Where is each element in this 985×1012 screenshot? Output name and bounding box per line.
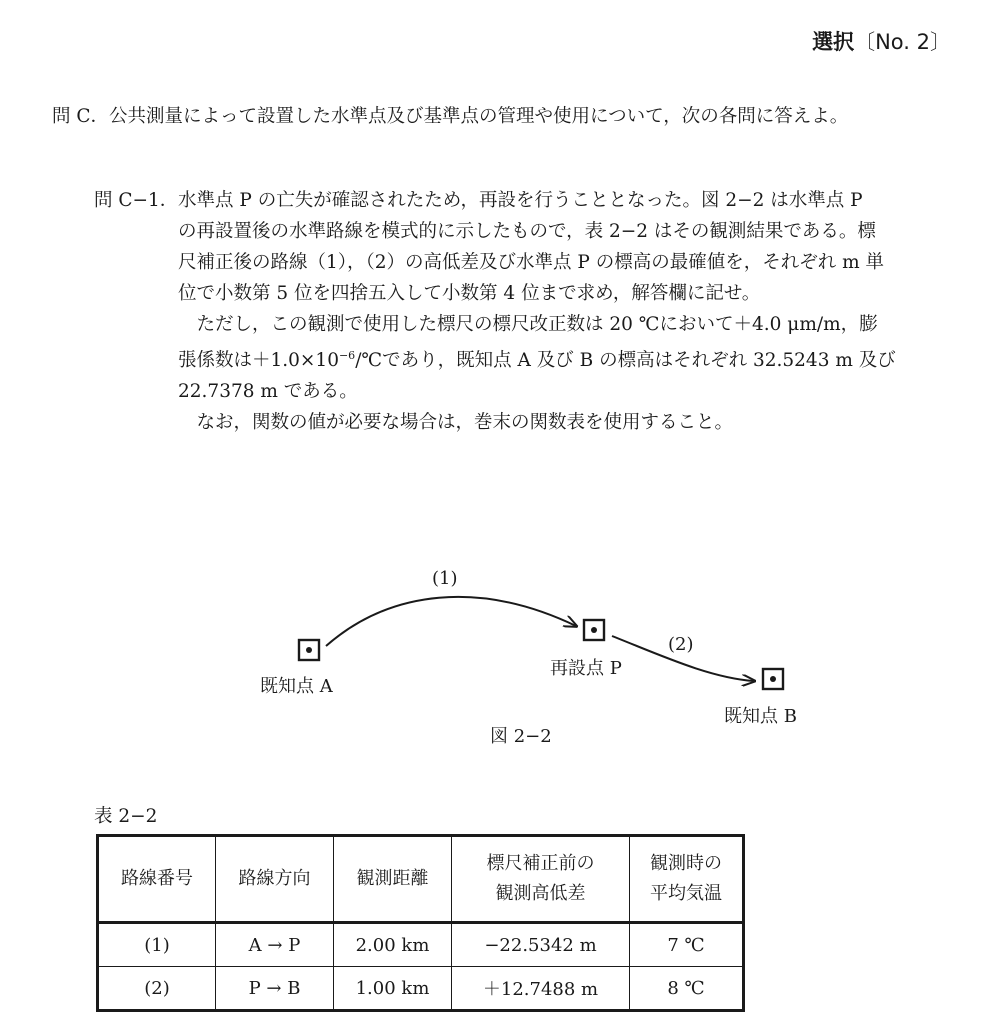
header-temperature-line1: 観測時の: [650, 853, 722, 874]
route-diagram: [240, 560, 840, 760]
select-label: 選択: [812, 30, 855, 54]
cell-temperature: 8 ℃: [630, 967, 744, 1011]
paragraph-2-line: 22.7378 m である。: [178, 381, 358, 403]
figure-caption: 図 2−2: [490, 726, 552, 747]
table-caption: 表 2−2: [94, 806, 158, 827]
header-height-diff: [452, 836, 630, 923]
cell-route: (1): [98, 923, 216, 967]
cell-height-diff: −22.5342 m: [452, 923, 630, 967]
table-row: [98, 967, 744, 1011]
question-number: 〔No. 2〕: [854, 30, 951, 54]
cell-height-diff: ＋12.7488 m: [452, 967, 630, 1011]
route-1-arrow: [326, 597, 576, 646]
point-b-symbol: [763, 669, 783, 689]
sub-question-label: 問 C−1．: [94, 190, 179, 211]
paragraph-1-line: 尺補正後の路線（1），（2）の高低差及び水準点 P の標高の最確値を，それぞれ m 単: [178, 252, 885, 273]
expansion-coef-tail: /℃であり，既知点 A 及び B の標高はそれぞれ 32.5243 m 及び: [355, 350, 896, 372]
point-a-label: 既知点 A: [260, 676, 333, 697]
paragraph-1: [178, 185, 958, 309]
cell-distance: 2.00 km: [334, 923, 452, 967]
paragraph-1-line: の再設置後の水準路線を模式的に示したもので，表 2−2 はその観測結果である。標: [178, 221, 876, 242]
cell-temperature: 7 ℃: [630, 923, 744, 967]
paragraph-2-line: [178, 340, 958, 376]
paragraph-3-text: なお，関数の値が必要な場合は，巻末の関数表を使用すること。: [196, 412, 734, 434]
point-p-symbol: [584, 620, 604, 640]
exam-header: [812, 26, 951, 56]
point-p-label: 再設点 P: [550, 658, 622, 679]
point-a-symbol: [299, 640, 319, 660]
table-header-row: [98, 836, 744, 923]
point-b-label: 既知点 B: [724, 706, 797, 727]
cell-direction: P → B: [216, 967, 334, 1011]
paragraph-2: [178, 309, 958, 407]
route-2-label: (2): [668, 634, 694, 655]
observation-table: [96, 834, 745, 1012]
header-height-diff-line1: 標尺補正前の: [486, 853, 595, 874]
paragraph-1-line: 水準点 P の亡失が確認されたため，再設を行うこととなった。図 2−2 は水準点 P: [178, 190, 863, 211]
header-temperature: [630, 836, 744, 923]
paragraph-3: [178, 407, 958, 438]
paragraph-2-line: ただし，この観測で使用した標尺の標尺改正数は 20 ℃において＋4.0 μm/m，膨: [196, 314, 878, 335]
cell-direction: A → P: [216, 923, 334, 967]
table-row: [98, 923, 744, 967]
cell-route: (2): [98, 967, 216, 1011]
question-main: 問 C．公共測量によって設置した水準点及び基準点の管理や使用について，次の各問に答えよ。: [52, 106, 849, 127]
header-temperature-line2: 平均気温: [650, 883, 722, 904]
sub-question-body: [178, 185, 958, 438]
header-route-number: 路線番号: [98, 836, 216, 923]
expansion-coef-text: 張係数は＋1.0×10: [178, 350, 339, 372]
header-route-direction: 路線方向: [216, 836, 334, 923]
header-distance: 観測距離: [334, 836, 452, 923]
exponent: −6: [338, 349, 356, 362]
route-1-label: (1): [432, 568, 458, 589]
header-height-diff-line2: 観測高低差: [495, 883, 586, 904]
paragraph-1-line: 位で小数第 5 位を四捨五入して小数第 4 位まで求め，解答欄に記せ。: [178, 283, 761, 304]
cell-distance: 1.00 km: [334, 967, 452, 1011]
